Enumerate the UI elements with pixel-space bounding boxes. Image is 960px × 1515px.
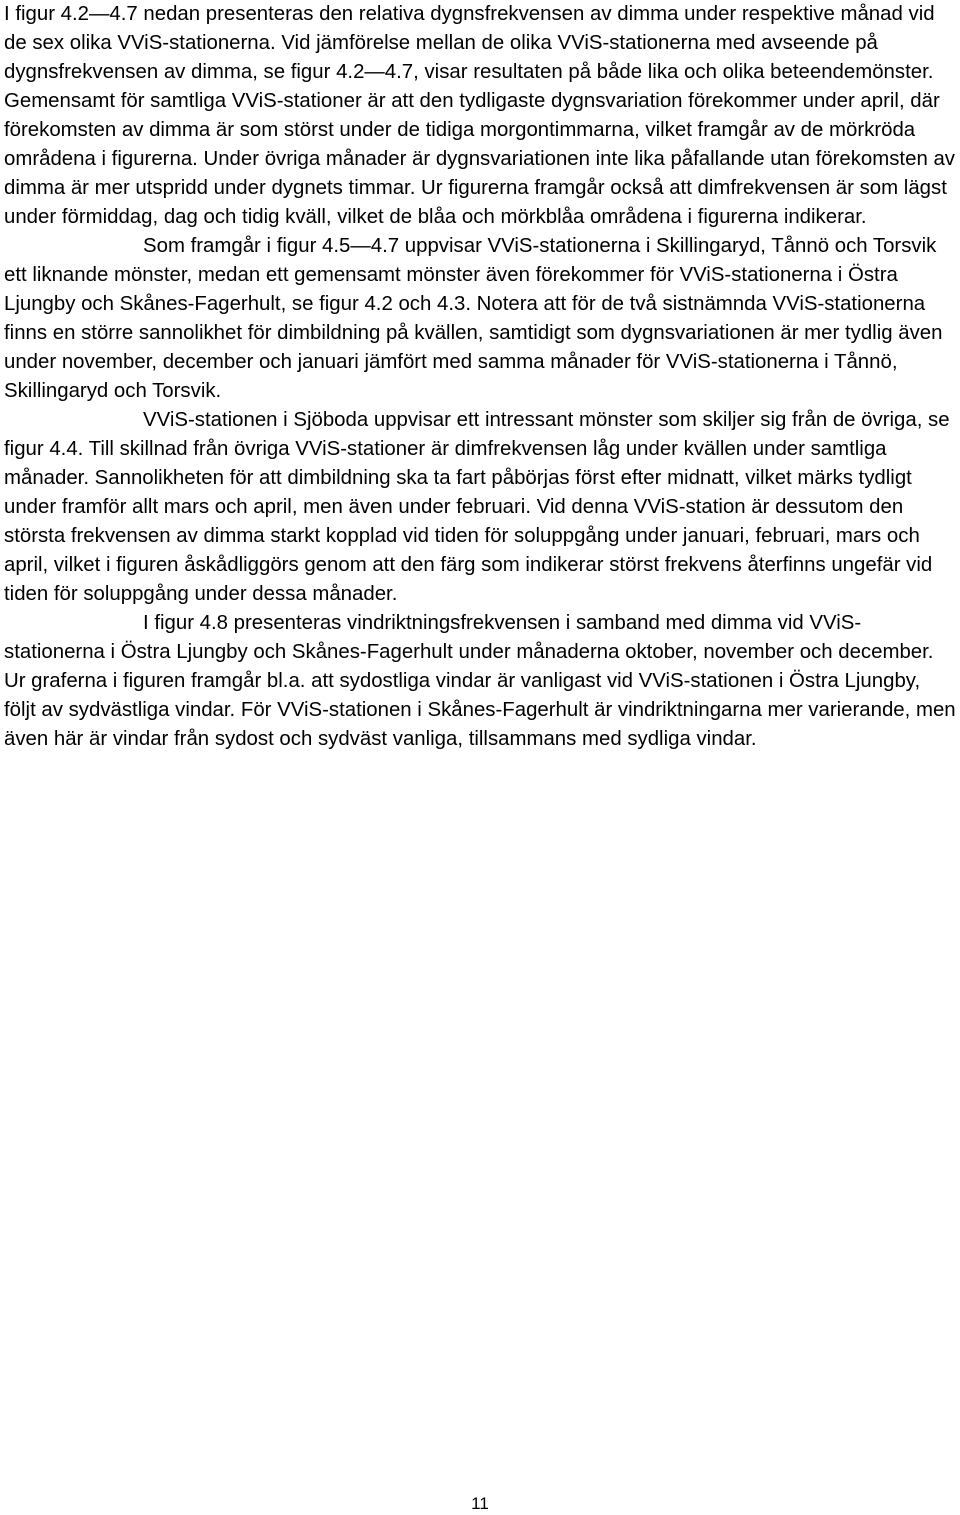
paragraph-station-patterns: Som framgår i figur 4.5—4.7 uppvisar VViS-stationerna i Skillingaryd, Tånnö och Torsvik ett liknande mönster, medan ett gemensamt mönster även förekommer för VViS-stationerna i Östra Ljungby och Skånes-Fagerhult, se figur 4.2 och 4.3. Notera att för de två sistnämnda VViS-stationerna finns en större sannolikhet för dimbildning på kvällen, samtidigt som dygnsvariationen är mer tydlig även under november, december och januari jämfört med samma månader för VViS-stationerna i Tånnö, Skillingaryd och Torsvik.: [4, 235, 943, 402]
document-body: [4, 0, 956, 754]
paragraph-intro: I figur 4.2—4.7 nedan presenteras den relativa dygnsfrekvensen av dimma under respektive månad vid de sex olika VViS-stationerna. Vid jämförelse mellan de olika VViS-stationerna med avseende på dygnsfrekvensen av dimma, se figur 4.2—4.7, visar resultaten på både lika och olika beteendemönster. Gemensamt för samtliga VViS-stationer är att den tydligaste dygnsvariation förekommer under april, där förekomsten av dimma är som störst under de tidiga morgontimmarna, vilket framgår av de mörkröda områdena i figurerna. Under övriga månader är dygnsvariationen inte lika påfallande utan förekomsten av dimma är mer utspridd under dygnets timmar. Ur figurerna framgår också att dimfrekvensen är som lägst under förmiddag, dag och tidig kväll, vilket de blåa och mörkblåa områdena i figurerna indikerar.: [4, 3, 955, 228]
paragraph-wind-direction: I figur 4.8 presenteras vindriktningsfrekvensen i samband med dimma vid VViS-stationerna i Östra Ljungby och Skånes-Fagerhult under månaderna oktober, november och december. Ur graferna i figuren framgår bl.a. att sydostliga vindar är vanligast vid VViS-stationen i Östra Ljungby, följt av sydvästliga vindar. För VViS-stationen i Skånes-Fagerhult är vindriktningarna mer varierande, men även här är vindar från sydost och sydväst vanliga, tillsammans med sydliga vindar.: [4, 612, 956, 750]
page-number: 11: [471, 1494, 489, 1513]
paragraph-sjoboda: VViS-stationen i Sjöboda uppvisar ett intressant mönster som skiljer sig från de övriga, se figur 4.4. Till skillnad från övriga VViS-stationer är dimfrekvensen låg under kvällen under samtliga månader. Sannolikheten för att dimbildning ska ta fart påbörjas först efter midnatt, vilket märks tydligt under framför allt mars och april, men även under februari. Vid denna VViS-station är dessutom den största frekvensen av dimma starkt kopplad vid tiden för soluppgång under januari, februari, mars och april, vilket i figuren åskådliggörs genom att den färg som indikerar störst frekvens återfinns ungefär vid tiden för soluppgång under dessa månader.: [4, 409, 950, 605]
